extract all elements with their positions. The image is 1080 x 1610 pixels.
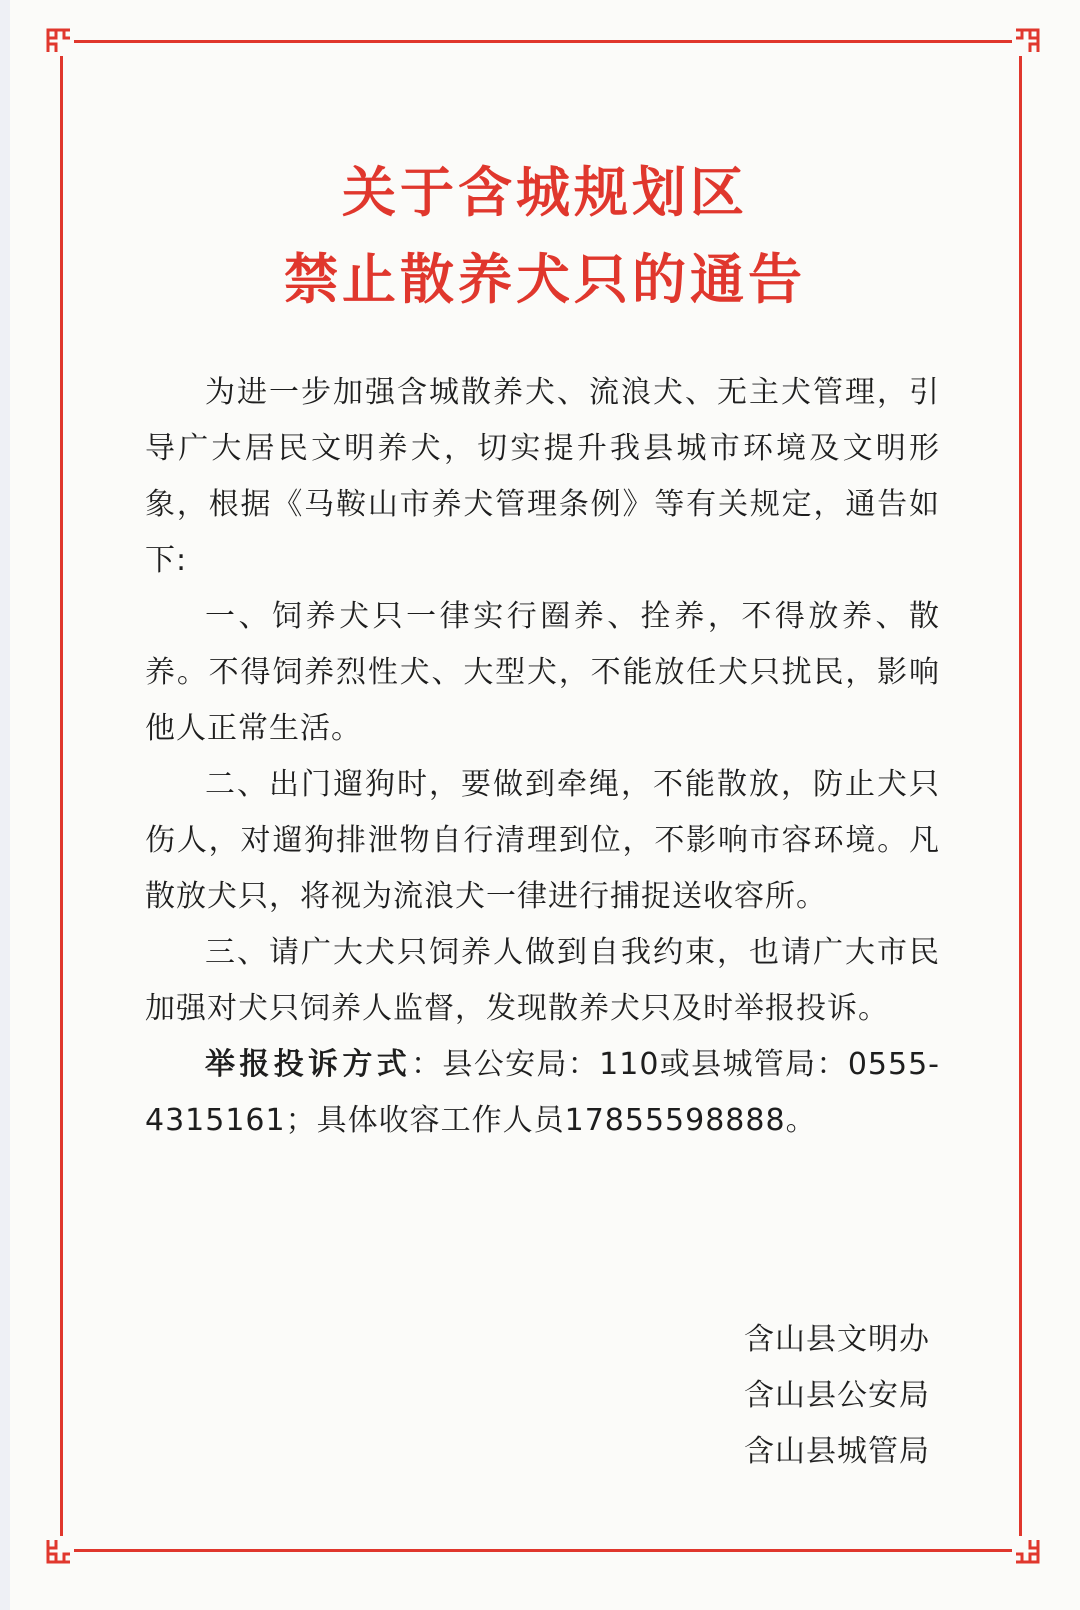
signature-civilization-office: 含山县文明办	[744, 1322, 930, 1357]
signature-public-security-bureau: 含山县公安局	[744, 1378, 930, 1413]
intro-paragraph: 为进一步加强含城散养犬、流浪犬、无主犬管理，引导广大居民文明养犬，切实提升我县城市环境及文明形象，根据《马鞍山市养犬管理条例》等有关规定，通告如下:	[145, 375, 940, 578]
corner-ornament-icon	[44, 1536, 74, 1566]
notice-title-line2: 禁止散养犬只的通告	[284, 247, 806, 311]
notice-body	[145, 365, 940, 1149]
contact-paragraph	[145, 1037, 940, 1149]
notice-title-line1: 关于含城规划区	[342, 160, 748, 224]
contact-details: ：县公安局：110或县城管局：0555-4315161；具体收容工作人员17855598888。	[145, 1047, 941, 1138]
corner-ornament-icon	[1012, 1536, 1042, 1566]
item-2-paragraph: 二、出门遛狗时，要做到牵绳，不能散放，防止犬只伤人，对遛狗排泄物自行清理到位，不影响市容环境。凡散放犬只，将视为流浪犬一律进行捕捉送收容所。	[145, 767, 940, 914]
notice-page	[10, 0, 1080, 1610]
signature-block	[744, 1312, 930, 1480]
signature-urban-management-bureau: 含山县城管局	[744, 1434, 930, 1469]
contact-label: 举报投诉方式	[205, 1047, 412, 1082]
item-3-paragraph: 三、请广大犬只饲养人做到自我约束，也请广大市民加强对犬只饲养人监督，发现散养犬只及时举报投诉。	[145, 935, 940, 1026]
item-1-paragraph: 一、饲养犬只一律实行圈养、拴养，不得放养、散养。不得饲养烈性犬、大型犬，不能放任犬只扰民，影响他人正常生活。	[145, 599, 940, 746]
corner-ornament-icon	[1012, 26, 1042, 56]
corner-ornament-icon	[44, 26, 74, 56]
